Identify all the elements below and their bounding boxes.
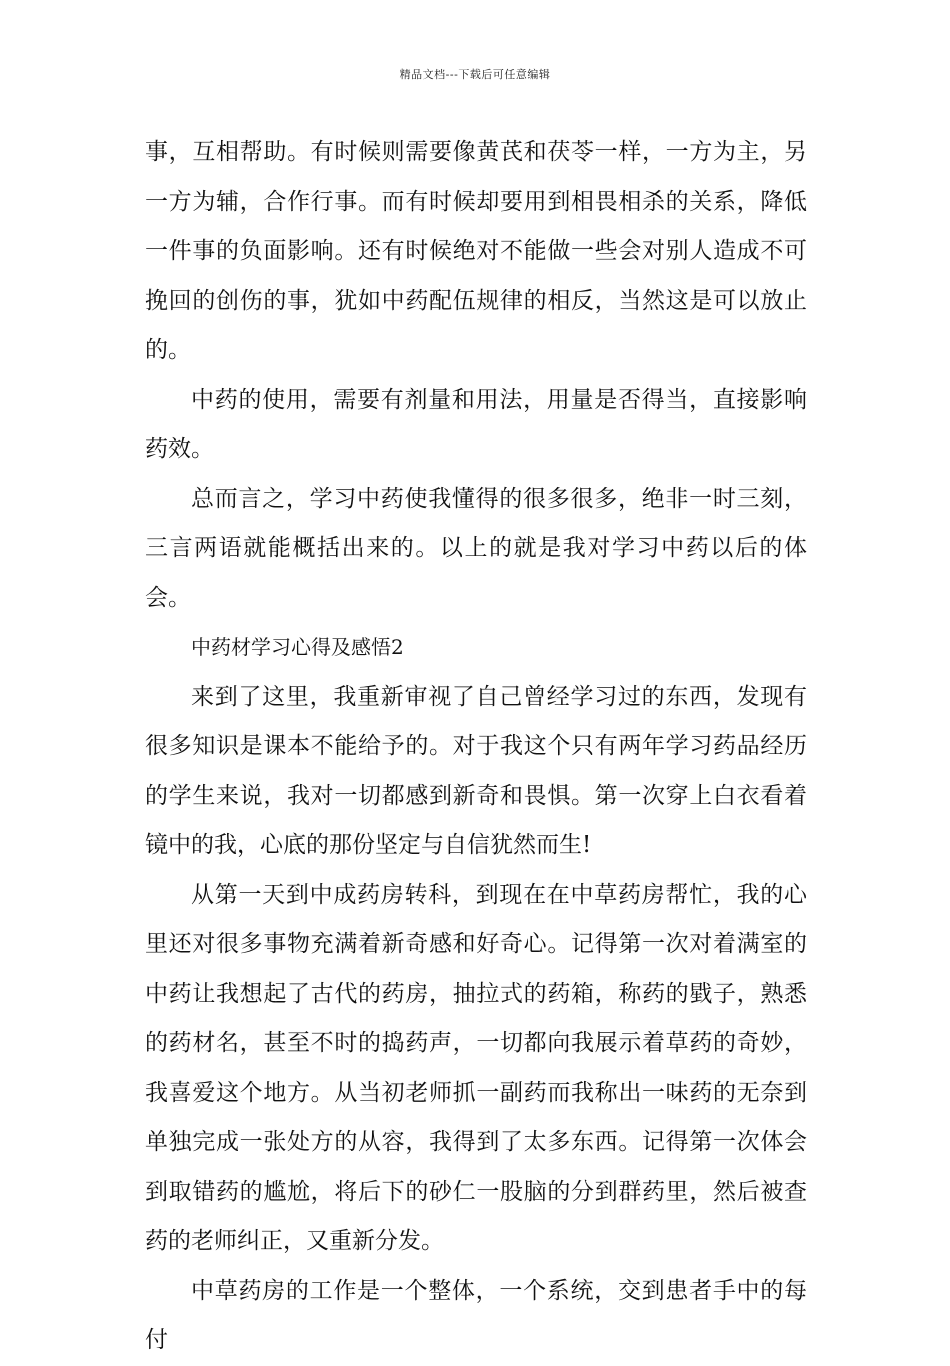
paragraph-arrival: 来到了这里，我重新审视了自己曾经学习过的东西，发现有很多知识是课本不能给予的。对于我这个只有两年学习药品经历的学生来说，我对一切都感到新奇和畏惧。第一次穿上白衣看着镜中的我，心底的那份坚定与自信犹然而生! (145, 683, 807, 858)
paragraph-summary: 总而言之，学习中药使我懂得的很多很多，绝非一时三刻，三言两语就能概括出来的。以上的就是我对学习中药以后的体会。 (145, 485, 807, 611)
paragraph-dosage: 中药的使用，需要有剂量和用法，用量是否得当，直接影响药效。 (145, 386, 807, 462)
paragraph-pharmacy-system: 中草药房的工作是一个整体，一个系统，交到患者手中的每付 (145, 1277, 807, 1353)
paragraph-pharmacy-experience: 从第一天到中成药房转科，到现在在中草药房帮忙，我的心里还对很多事物充满着新奇感和好奇心。记得第一次对着满室的中药让我想起了古代的药房，抽拉式的药箱，称药的戥子，熟悉的药材名，甚至不时的捣药声，一切都向我展示着草药的奇妙，我喜爱这个地方。从当初老师抓一副药而我称出一味药的无奈到单独完成一张处方的从容，我得到了太多东西。记得第一次体会到取错药的尴尬，将后下的砂仁一股脑的分到群药里，然后被查药的老师纠正，又重新分发。 (145, 881, 807, 1254)
page-header: 精品文档---下载后可任意编辑 (399, 68, 551, 81)
paragraph-continuation: 事，互相帮助。有时候则需要像黄芪和茯苓一样，一方为主，另一方为辅，合作行事。而有时候却要用到相畏相杀的关系，降低一件事的负面影响。还有时候绝对不能做一些会对别人造成不可挽回的创伤的事，犹如中药配伍规律的相反，当然这是可以放止的。 (145, 139, 807, 363)
section-heading: 中药材学习心得及感悟2 (191, 635, 404, 659)
document-body (145, 128, 807, 1366)
